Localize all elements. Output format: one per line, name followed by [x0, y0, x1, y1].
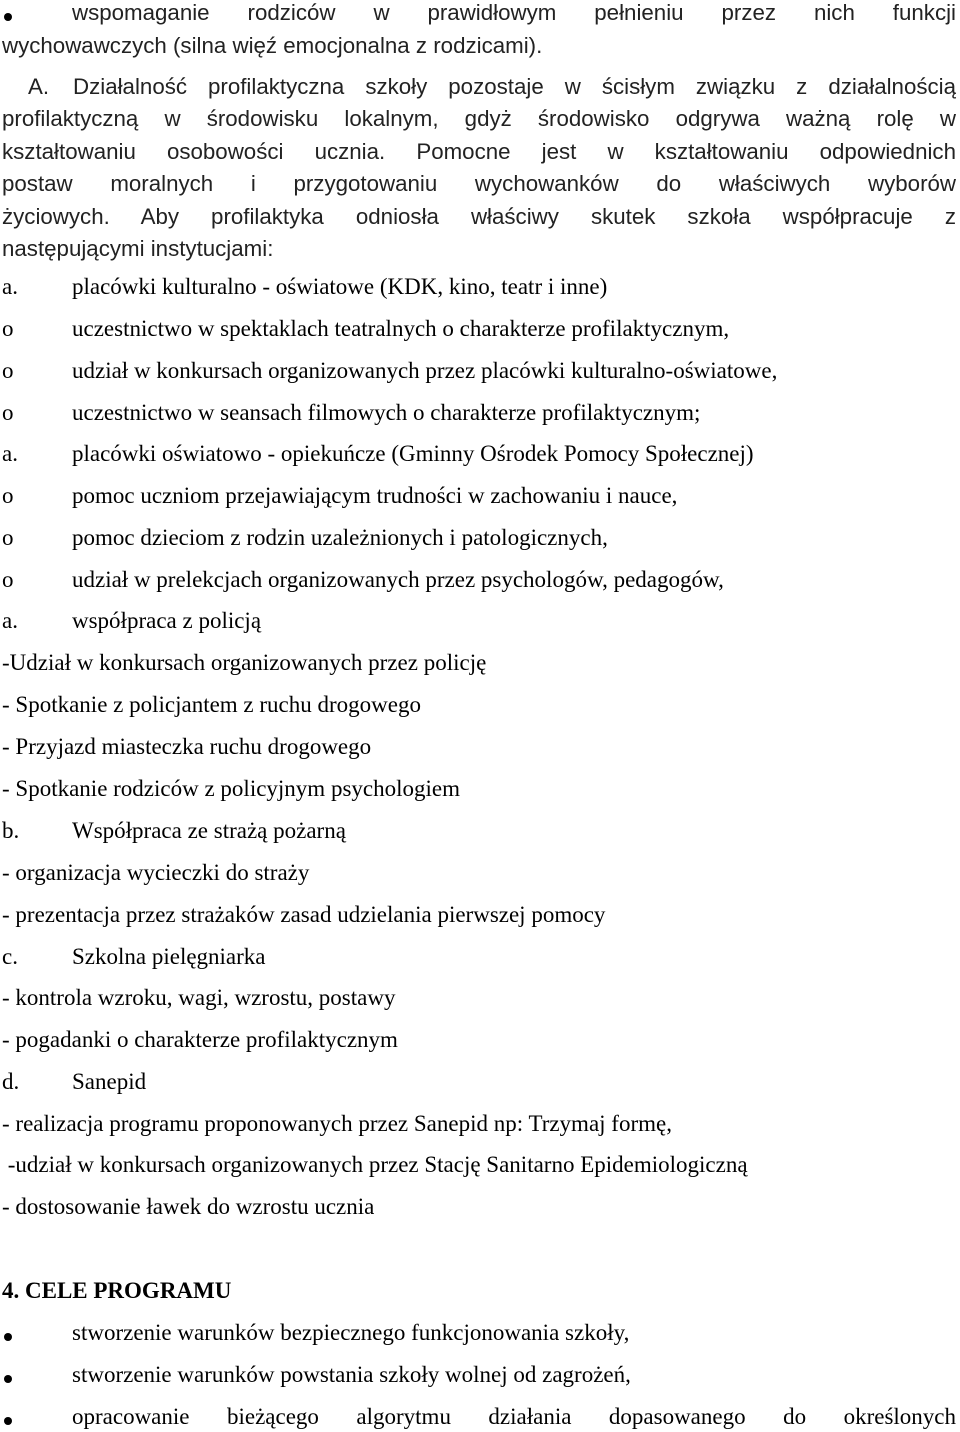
circle-bullet-icon: o — [2, 400, 14, 425]
institution-marker: a. — [2, 608, 18, 633]
dash-item: -udział w konkursach organizowanych przez Stację Sanitarno Epidemiologiczną — [2, 1152, 748, 1177]
list-item-text: pomoc dzieciom z rodzin uzależnionych i patologicznych, — [72, 525, 608, 550]
intro-bullet-line2 — [2, 33, 960, 59]
list-item-text: pomoc uczniom przejawiającym trudności w zachowaniu i nauce, — [72, 483, 678, 508]
bullet-icon — [4, 13, 12, 21]
institution-name: Współpraca ze strażą pożarną — [72, 818, 346, 843]
bullet-icon — [4, 1333, 12, 1341]
institution-marker: b. — [2, 818, 20, 843]
institution-marker: a. — [2, 274, 18, 299]
list-item-text: uczestnictwo w spektaklach teatralnych o charakterze profilaktycznym, — [72, 316, 730, 341]
dash-item: - realizacja programu proponowanych przez Sanepid np: Trzymaj formę, — [2, 1111, 672, 1136]
dash-item: - pogadanki o charakterze profilaktycznym — [2, 1027, 398, 1052]
list-item-text: uczestnictwo w seansach filmowych o charakterze profilaktycznym; — [72, 400, 701, 425]
section-a-marker: A. — [28, 74, 50, 99]
institution-name: współpraca z policją — [72, 608, 262, 633]
dash-item: -Udział w konkursach organizowanych przez policję — [2, 650, 487, 675]
intro-text-1: wspomaganie rodziców w prawidłowym pełnieniu przez nich funkcji — [72, 0, 956, 25]
dash-item: - kontrola wzroku, wagi, wzrostu, postawy — [2, 985, 396, 1010]
circle-bullet-icon: o — [2, 525, 14, 550]
section-a-line2: profilaktyczną w środowisku lokalnym, gdyż środowisko odgrywa ważną rolę w — [2, 106, 956, 131]
institution-name: placówki kulturalno - oświatowe (KDK, kino, teatr i inne) — [72, 274, 608, 299]
circle-bullet-icon: o — [2, 358, 14, 383]
list-item-text: udział w konkursach organizowanych przez placówki kulturalno-oświatowe, — [72, 358, 778, 383]
goal-text: stworzenie warunków powstania szkoły wolnej od zagrożeń, — [72, 1362, 631, 1387]
section-a-line4: postaw moralnych i przygotowaniu wychowanków do właściwych wyborów — [2, 171, 956, 196]
circle-bullet-icon: o — [2, 483, 14, 508]
section-a-line3: kształtowaniu osobowości ucznia. Pomocne jest w kształtowaniu odpowiednich — [2, 139, 956, 164]
goal-text: opracowanie bieżącego algorytmu działania dopasowanego do określonych — [72, 1404, 956, 1429]
dash-item: - Spotkanie z policjantem z ruchu drogowego — [2, 692, 421, 717]
institution-name: placówki oświatowo - opiekuńcze (Gminny Ośrodek Pomocy Społecznej) — [72, 441, 754, 466]
dash-item: - Spotkanie rodziców z policyjnym psychologiem — [2, 776, 460, 801]
intro-text-2: wychowawczych (silna więź emocjonalna z rodzicami). — [2, 33, 543, 58]
bullet-icon — [4, 1417, 12, 1425]
list-item-text: udział w prelekcjach organizowanych przez psychologów, pedagogów, — [72, 567, 724, 592]
dash-item: - organizacja wycieczki do straży — [2, 860, 310, 885]
goal-text: stworzenie warunków bezpiecznego funkcjonowania szkoły, — [72, 1320, 630, 1345]
dash-item: - dostosowanie ławek do wzrostu ucznia — [2, 1194, 375, 1219]
institution-marker: d. — [2, 1069, 20, 1094]
institution-marker: a. — [2, 441, 18, 466]
institution-name: Sanepid — [72, 1069, 147, 1094]
section-a-text-1: Działalność profilaktyczna szkoły pozostaje w ścisłym związku z działalnością — [73, 74, 956, 99]
circle-bullet-icon: o — [2, 316, 14, 341]
goals-heading: 4. CELE PROGRAMU — [2, 1278, 232, 1303]
section-a-line6: następującymi instytucjami: — [2, 236, 274, 261]
institution-marker: c. — [2, 944, 18, 969]
bullet-icon — [4, 1375, 12, 1383]
dash-item: - prezentacja przez strażaków zasad udzielania pierwszej pomocy — [2, 902, 606, 927]
dash-item: - Przyjazd miasteczka ruchu drogowego — [2, 734, 372, 759]
circle-bullet-icon: o — [2, 567, 14, 592]
institution-name: Szkolna pielęgniarka — [72, 944, 266, 969]
section-a-line5: życiowych. Aby profilaktyka odniosła właściwy skutek szkoła współpracuje z — [2, 204, 956, 229]
